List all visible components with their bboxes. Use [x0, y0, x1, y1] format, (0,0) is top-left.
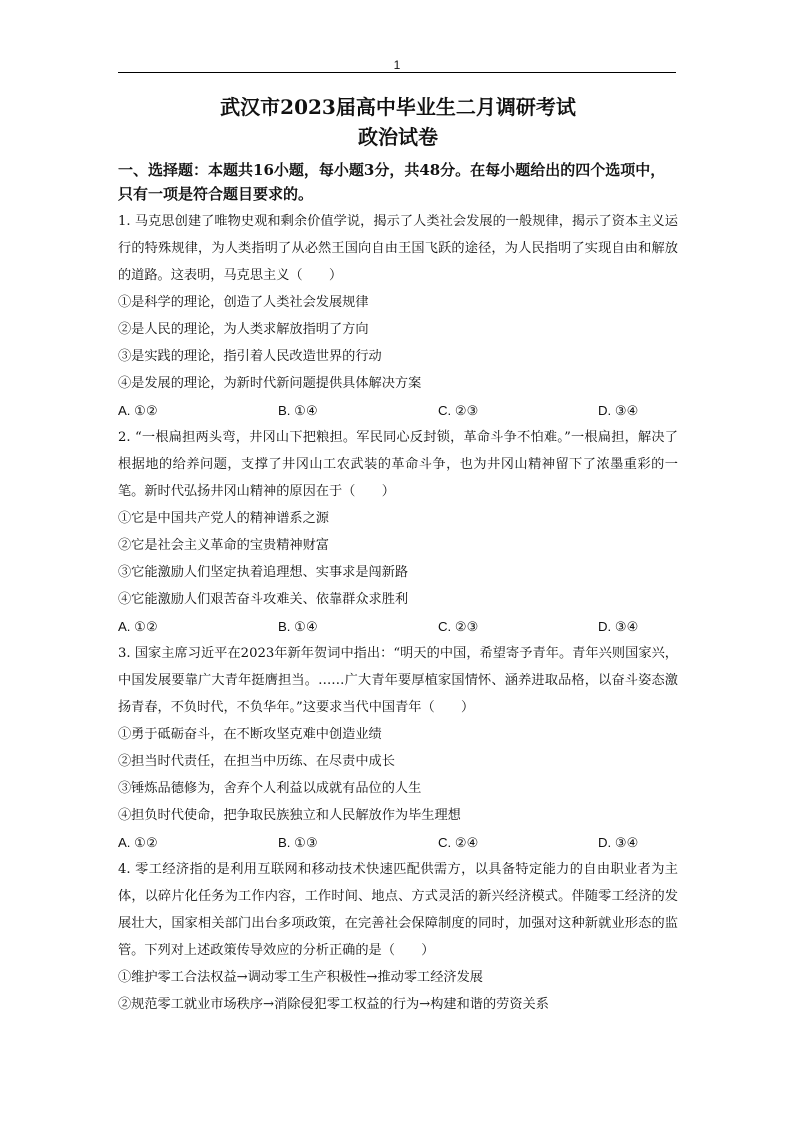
- statement-option: ④它能激励人们艰苦奋斗攻难关、依靠群众求胜利: [118, 592, 409, 607]
- choice-d: D. ③④: [598, 619, 639, 634]
- choice-d: D. ③④: [598, 835, 639, 850]
- question-2: [118, 424, 678, 640]
- statement-option: ②它是社会主义革命的宝贵精神财富: [118, 538, 329, 553]
- question-stem: 3. 国家主席习近平在2023年新年贺词中指出：“明天的中国，希望寄予青年。青年兴则国家兴，中国发展要靠广大青年挺膺担当。……广大青年要厚植家国情怀、涵养进取品格，以奋斗姿态激扬青春，不负时代，不负华年。”这要求当代中国青年（ ）: [118, 646, 678, 715]
- statement-option: ④担负时代使命，把争取民族独立和人民解放作为毕生理想: [118, 808, 461, 823]
- exam-subtitle: 政治试卷: [358, 125, 438, 149]
- statement-option: ②是人民的理论，为人类求解放指明了方向: [118, 322, 369, 337]
- statement-option: ④是发展的理论，为新时代新问题提供具体解决方案: [118, 376, 422, 391]
- section-heading: 一、选择题：本题共16小题，每小题3分，共48分。在每小题给出的四个选项中，只有一项是符合题目要求的。: [118, 161, 666, 203]
- choice-b: B. ①④: [278, 619, 318, 634]
- choice-a: A. ①②: [118, 403, 158, 418]
- header-rule: [118, 72, 676, 73]
- statement-option: ②规范零工就业市场秩序→消除侵犯零工权益的行为→构建和谐的劳资关系: [118, 997, 549, 1012]
- question-1: [118, 208, 678, 424]
- statement-option: ②担当时代责任，在担当中历练、在尽责中成长: [118, 754, 395, 769]
- choice-c: C. ②③: [438, 619, 479, 634]
- question-stem: 1. 马克思创建了唯物史观和剩余价值学说，揭示了人类社会发展的一般规律，揭示了资本主义运行的特殊规律，为人类指明了从必然王国向自由王国飞跃的途径，为人民指明了实现自由和解放的道路。这表明，马克思主义（ ）: [118, 214, 678, 283]
- question-4: [118, 856, 678, 1018]
- statement-option: ③是实践的理论，指引着人民改造世界的行动: [118, 349, 382, 364]
- statement-option: ①它是中国共产党人的精神谱系之源: [118, 511, 329, 526]
- question-stem: 4. 零工经济指的是利用互联网和移动技术快速匹配供需方，以具备特定能力的自由职业者为主体，以碎片化任务为工作内容，工作时间、地点、方式灵活的新兴经济模式。伴随零工经济的发展壮大，国家相关部门出台多项政策，在完善社会保障制度的同时，加强对这种新就业形态的监管。下列对上述政策传导效应的分析正确的是（ ）: [118, 862, 678, 958]
- choice-d: D. ③④: [598, 403, 639, 418]
- choice-b: B. ①④: [278, 403, 318, 418]
- statement-option: ①维护零工合法权益→调动零工生产积极性→推动零工经济发展: [118, 970, 483, 985]
- exam-title: 武汉市2023届高中毕业生二月调研考试: [220, 95, 576, 119]
- document-body: [118, 92, 678, 1018]
- page-number: 1: [393, 58, 401, 72]
- choice-a: A. ①②: [118, 619, 158, 634]
- answer-choices: [118, 613, 678, 640]
- choice-c: C. ②④: [438, 835, 479, 850]
- answer-choices: [118, 397, 678, 424]
- statement-option: ③它能激励人们坚定执着追理想、实事求是闯新路: [118, 565, 409, 580]
- statement-option: ①勇于砥砺奋斗，在不断攻坚克难中创造业绩: [118, 727, 382, 742]
- statement-option: ③锤炼品德修为，舍弃个人利益以成就有品位的人生: [118, 781, 422, 796]
- choice-a: A. ①②: [118, 835, 158, 850]
- answer-choices: [118, 829, 678, 856]
- choice-c: C. ②③: [438, 403, 479, 418]
- choice-b: B. ①③: [278, 835, 318, 850]
- statement-option: ①是科学的理论，创造了人类社会发展规律: [118, 295, 369, 310]
- question-3: [118, 640, 678, 856]
- question-stem: 2. “一根扁担两头弯，井冈山下把粮担。军民同心反封锁，革命斗争不怕难。”一根扁担，解决了根据地的给养问题，支撑了井冈山工农武装的革命斗争，也为井冈山精神留下了浓墨重彩的一笔。新时代弘扬井冈山精神的原因在于（ ）: [118, 430, 678, 499]
